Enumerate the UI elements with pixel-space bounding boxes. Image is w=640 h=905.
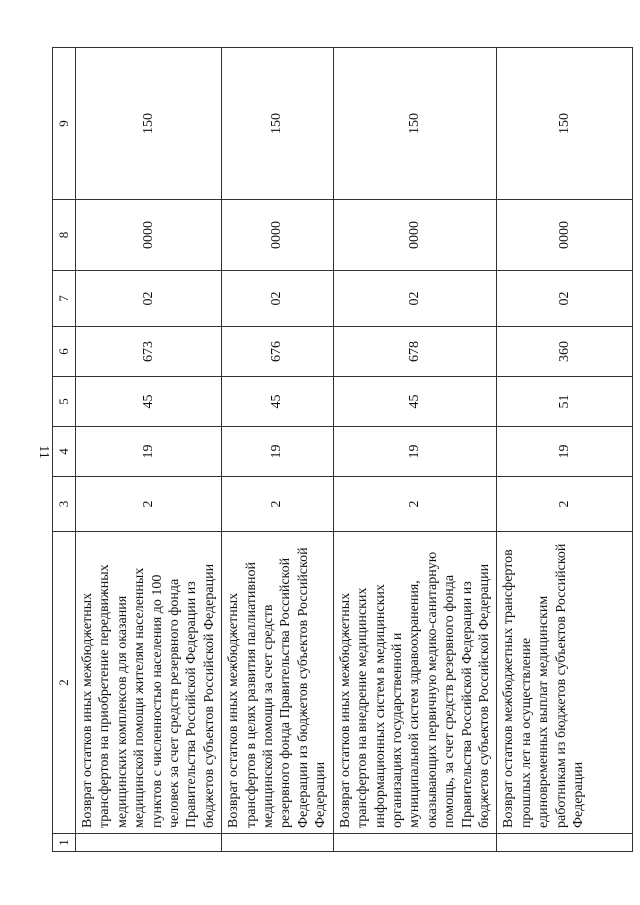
code-cell: 0000 — [333, 200, 497, 271]
header-cell: 8 — [53, 200, 76, 271]
header-cell: 4 — [53, 427, 76, 477]
code-cell: 2 — [222, 477, 333, 532]
code-cell: 19 — [333, 427, 497, 477]
code-cell: 150 — [497, 48, 633, 200]
code-cell: 2 — [333, 477, 497, 532]
header-cell: 2 — [53, 532, 76, 834]
row-number-cell — [222, 834, 333, 852]
header-cell: 5 — [53, 377, 76, 427]
description-cell: Возврат остатков иных межбюджетных трансфертов на внедрение медицинских информационных систем в медицинских организациях государственной и муниципальной систем здравоохранения, оказывающих первичную медико-санитарную помощь, за счет средств резервного фонда Правительства Российской Федерации из бюджетов субъектов Российской Федерации — [333, 532, 497, 834]
row-number-cell — [76, 834, 222, 852]
code-cell: 19 — [76, 427, 222, 477]
table-row — [222, 48, 333, 852]
row-number-cell — [497, 834, 633, 852]
code-cell: 51 — [497, 377, 633, 427]
code-cell: 02 — [222, 271, 333, 327]
code-cell: 676 — [222, 327, 333, 377]
code-cell: 45 — [222, 377, 333, 427]
header-cell: 1 — [53, 834, 76, 852]
row-number-cell — [333, 834, 497, 852]
budget-codes-table — [52, 47, 633, 852]
rotated-table-container — [52, 48, 592, 852]
code-cell: 19 — [222, 427, 333, 477]
code-cell: 2 — [76, 477, 222, 532]
header-cell: 7 — [53, 271, 76, 327]
code-cell: 02 — [76, 271, 222, 327]
description-cell: Возврат остатков межбюджетных трансфертов прошлых лет на осуществление единовременных выплат медицинским работникам из бюджетов субъектов Российской Федерации — [497, 532, 633, 834]
page-number: 11 — [36, 445, 51, 459]
header-cell: 3 — [53, 477, 76, 532]
table-row — [333, 48, 497, 852]
header-cell: 9 — [53, 48, 76, 200]
code-cell: 150 — [222, 48, 333, 200]
code-cell: 150 — [76, 48, 222, 200]
description-cell: Возврат остатков иных межбюджетных трансфертов на приобретение передвижных медицинских комплексов для оказания медицинской помощи жителям населенных пунктов с численностью населения до 100 человек за счет средств резервного фонда Правительства Российской Федерации из бюджетов субъектов Российской Федерации — [76, 532, 222, 834]
header-row — [53, 48, 76, 852]
code-cell: 0000 — [497, 200, 633, 271]
code-cell: 45 — [333, 377, 497, 427]
code-cell: 19 — [497, 427, 633, 477]
code-cell: 0000 — [222, 200, 333, 271]
code-cell: 02 — [333, 271, 497, 327]
code-cell: 2 — [497, 477, 633, 532]
table-row — [76, 48, 222, 852]
code-cell: 360 — [497, 327, 633, 377]
description-cell: Возврат остатков иных межбюджетных трансфертов в целях развития паллиативной медицинской помощи за счет средств резервного фонда Правительства Российской Федерации из бюджетов субъектов Российской Федерации — [222, 532, 333, 834]
table-row — [497, 48, 633, 852]
code-cell: 02 — [497, 271, 633, 327]
code-cell: 150 — [333, 48, 497, 200]
code-cell: 45 — [76, 377, 222, 427]
code-cell: 678 — [333, 327, 497, 377]
code-cell: 0000 — [76, 200, 222, 271]
header-cell: 6 — [53, 327, 76, 377]
code-cell: 673 — [76, 327, 222, 377]
